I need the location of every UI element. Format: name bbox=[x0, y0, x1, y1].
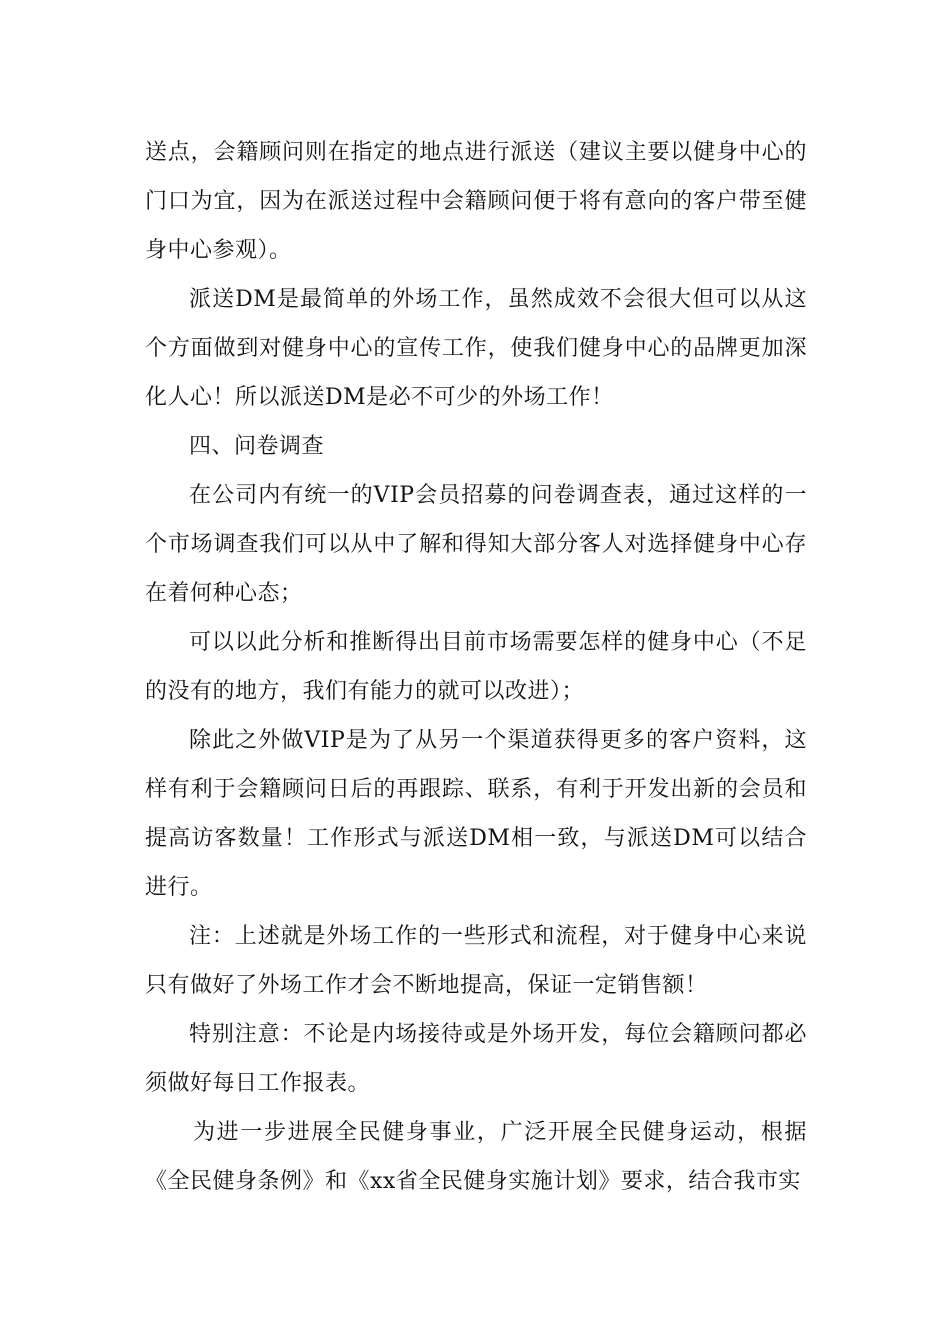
paragraph-questionnaire-intro: 在公司内有统一的VIP会员招募的问卷调查表，通过这样的一个市场调查我们可以从中了解和得知大部分客人对选择健身中心存在着何种心态； bbox=[145, 483, 807, 606]
paragraph-vip-purpose: 除此之外做VIP是为了从另一个渠道获得更多的客户资料，这样有利于会籍顾问日后的再跟踪、联系，有利于开发出新的会员和提高访客数量！工作形式与派送DM相一致，与派送DM可以结合进行。 bbox=[145, 728, 807, 900]
document-body bbox=[145, 128, 807, 1206]
paragraph-note: 注：上述就是外场工作的一些形式和流程，对于健身中心来说只有做好了外场工作才会不断地提高，保证一定销售额！ bbox=[145, 924, 807, 998]
paragraph-special-note: 特别注意：不论是内场接待或是外场开发，每位会籍顾问都必须做好每日工作报表。 bbox=[145, 1022, 807, 1096]
paragraph-dm-importance: 派送DM是最简单的外场工作，虽然成效不会很大但可以从这个方面做到对健身中心的宣传工作，使我们健身中心的品牌更加深化人心！所以派送DM是必不可少的外场工作！ bbox=[145, 287, 807, 410]
paragraph-market-analysis: 可以以此分析和推断得出目前市场需要怎样的健身中心（不足的没有的地方，我们有能力的就可以改进）； bbox=[145, 630, 807, 704]
section-heading-questionnaire: 四、问卷调查 bbox=[189, 434, 325, 459]
paragraph-national-fitness: 为进一步进展全民健身事业，广泛开展全民健身运动，根据《全民健身条例》和《xx省全民健身实施计划》要求，结合我市实 bbox=[145, 1120, 807, 1194]
paragraph-dm-distribution-location: 送点，会籍顾问则在指定的地点进行派送（建议主要以健身中心的门口为宜，因为在派送过程中会籍顾问便于将有意向的客户带至健身中心参观）。 bbox=[145, 140, 807, 263]
